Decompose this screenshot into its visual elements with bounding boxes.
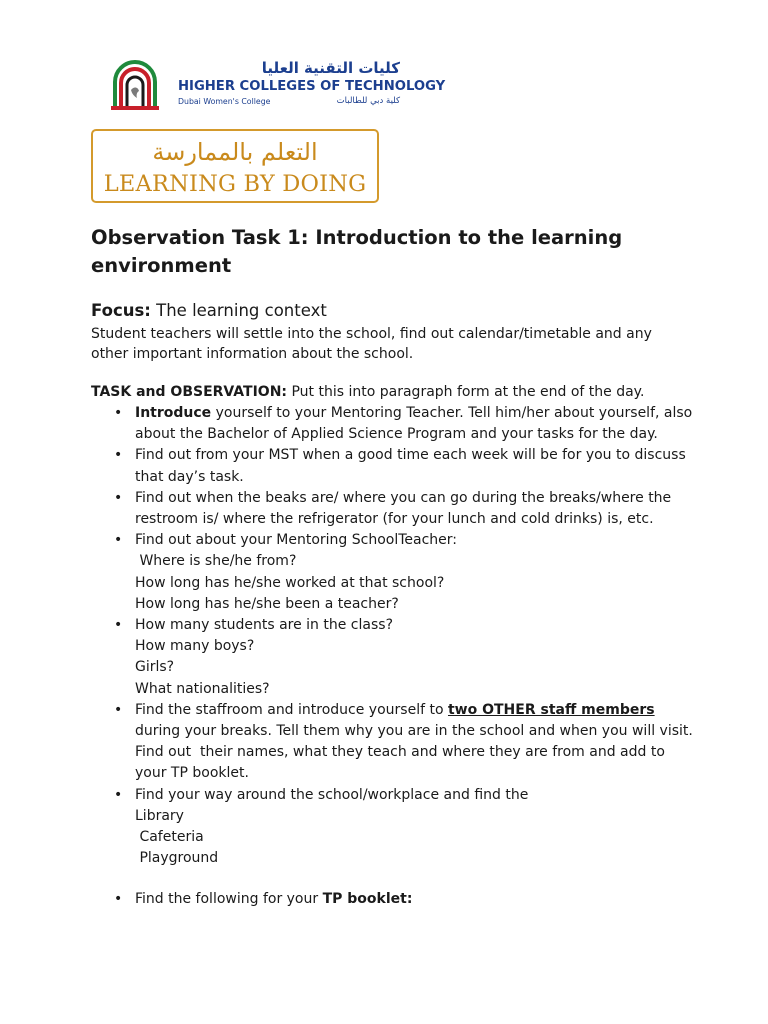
- bullet-icon: •: [114, 489, 123, 506]
- focus-line: [91, 300, 327, 322]
- b7-line1: Find your way around the school/workplace and find the: [135, 786, 529, 803]
- b2-line2: that day’s task.: [135, 468, 244, 485]
- b6-pre: Find the staffroom and introduce yourself to: [135, 701, 448, 718]
- task-text: Put this into paragraph form at the end of the day.: [287, 384, 645, 400]
- b4-line3: How long has he/she worked at that school?: [135, 574, 445, 591]
- b6-line4: your TP booklet.: [135, 765, 249, 782]
- b1-line2: about the Bachelor of Applied Science Program and your tasks for the day.: [135, 426, 658, 443]
- bullet-icon: •: [114, 786, 123, 803]
- bullet-icon: •: [114, 701, 123, 718]
- b7-line2: Library: [135, 807, 184, 824]
- b2-line1: Find out from your MST when a good time each week will be for you to discuss: [135, 447, 686, 464]
- b7-line4: Playground: [135, 850, 219, 867]
- b5-line1: How many students are in the class?: [135, 617, 393, 634]
- hct-college-arabic: كلية دبي للطالبات: [336, 96, 400, 106]
- b5-line2: How many boys?: [135, 638, 255, 655]
- learning-by-doing-logo: [91, 129, 379, 203]
- bullet-icon: •: [114, 532, 123, 549]
- hct-emblem-icon: [107, 60, 163, 112]
- b1-bold: Introduce: [135, 405, 212, 421]
- bullet-icon: •: [114, 405, 123, 421]
- list-item: [91, 403, 751, 445]
- b8-pre: Find the following for your: [135, 891, 323, 908]
- task-label: TASK and OBSERVATION:: [91, 384, 288, 400]
- intro-paragraph: Student teachers will settle into the school, find out calendar/timetable and any other important information about the school.: [91, 326, 652, 362]
- b4-line2: Where is she/he from?: [135, 553, 297, 570]
- b4-line4: How long has he/she been a teacher?: [135, 595, 399, 612]
- focus-label: Focus:: [91, 301, 151, 320]
- b7-line3: Cafeteria: [135, 829, 204, 846]
- b3-line1: Find out when the beaks are/ where you can go during the breaks/where the: [135, 489, 672, 506]
- b6-line2: during your breaks. Tell them why you are in the school and when you will visit.: [135, 723, 693, 740]
- b8-bold: TP booklet:: [322, 891, 413, 908]
- b1-rest: yourself to your Mentoring Teacher. Tell him/her about yourself, also: [211, 405, 693, 421]
- b6-emphasis: two OTHER staff members: [447, 701, 655, 718]
- b5-line4: What nationalities?: [135, 680, 270, 697]
- hct-logo: [90, 46, 446, 122]
- list-item: [91, 488, 751, 530]
- b5-line3: Girls?: [135, 659, 175, 676]
- bullet-icon: •: [114, 447, 123, 464]
- b3-line2: restroom is/ where the refrigerator (for your lunch and cold drinks) is, etc.: [135, 511, 654, 528]
- task-list: [91, 403, 751, 911]
- b4-line1: Find out about your Mentoring SchoolTeacher:: [135, 532, 458, 549]
- list-item: [91, 445, 751, 487]
- hct-english-name: HIGHER COLLEGES OF TECHNOLOGY: [178, 79, 446, 94]
- list-item: [91, 889, 751, 910]
- focus-text: The learning context: [150, 301, 327, 320]
- list-item: [91, 700, 751, 785]
- page-title: Observation Task 1: Introduction to the learning environment: [91, 226, 623, 277]
- bullet-icon: •: [114, 891, 123, 908]
- lbd-english: LEARNING BY DOING: [103, 171, 367, 197]
- list-item: [91, 785, 751, 870]
- hct-college-english: Dubai Women's College: [178, 97, 271, 106]
- list-item: [91, 615, 751, 700]
- task-line: [91, 382, 644, 402]
- bullet-icon: •: [114, 617, 123, 634]
- list-item: [91, 530, 751, 615]
- hct-arabic-name: كليات التقنية العليا: [261, 59, 400, 77]
- lbd-arabic: التعلم بالممارسة: [152, 138, 318, 166]
- b6-line3: Find out their names, what they teach and where they are from and add to: [135, 744, 665, 761]
